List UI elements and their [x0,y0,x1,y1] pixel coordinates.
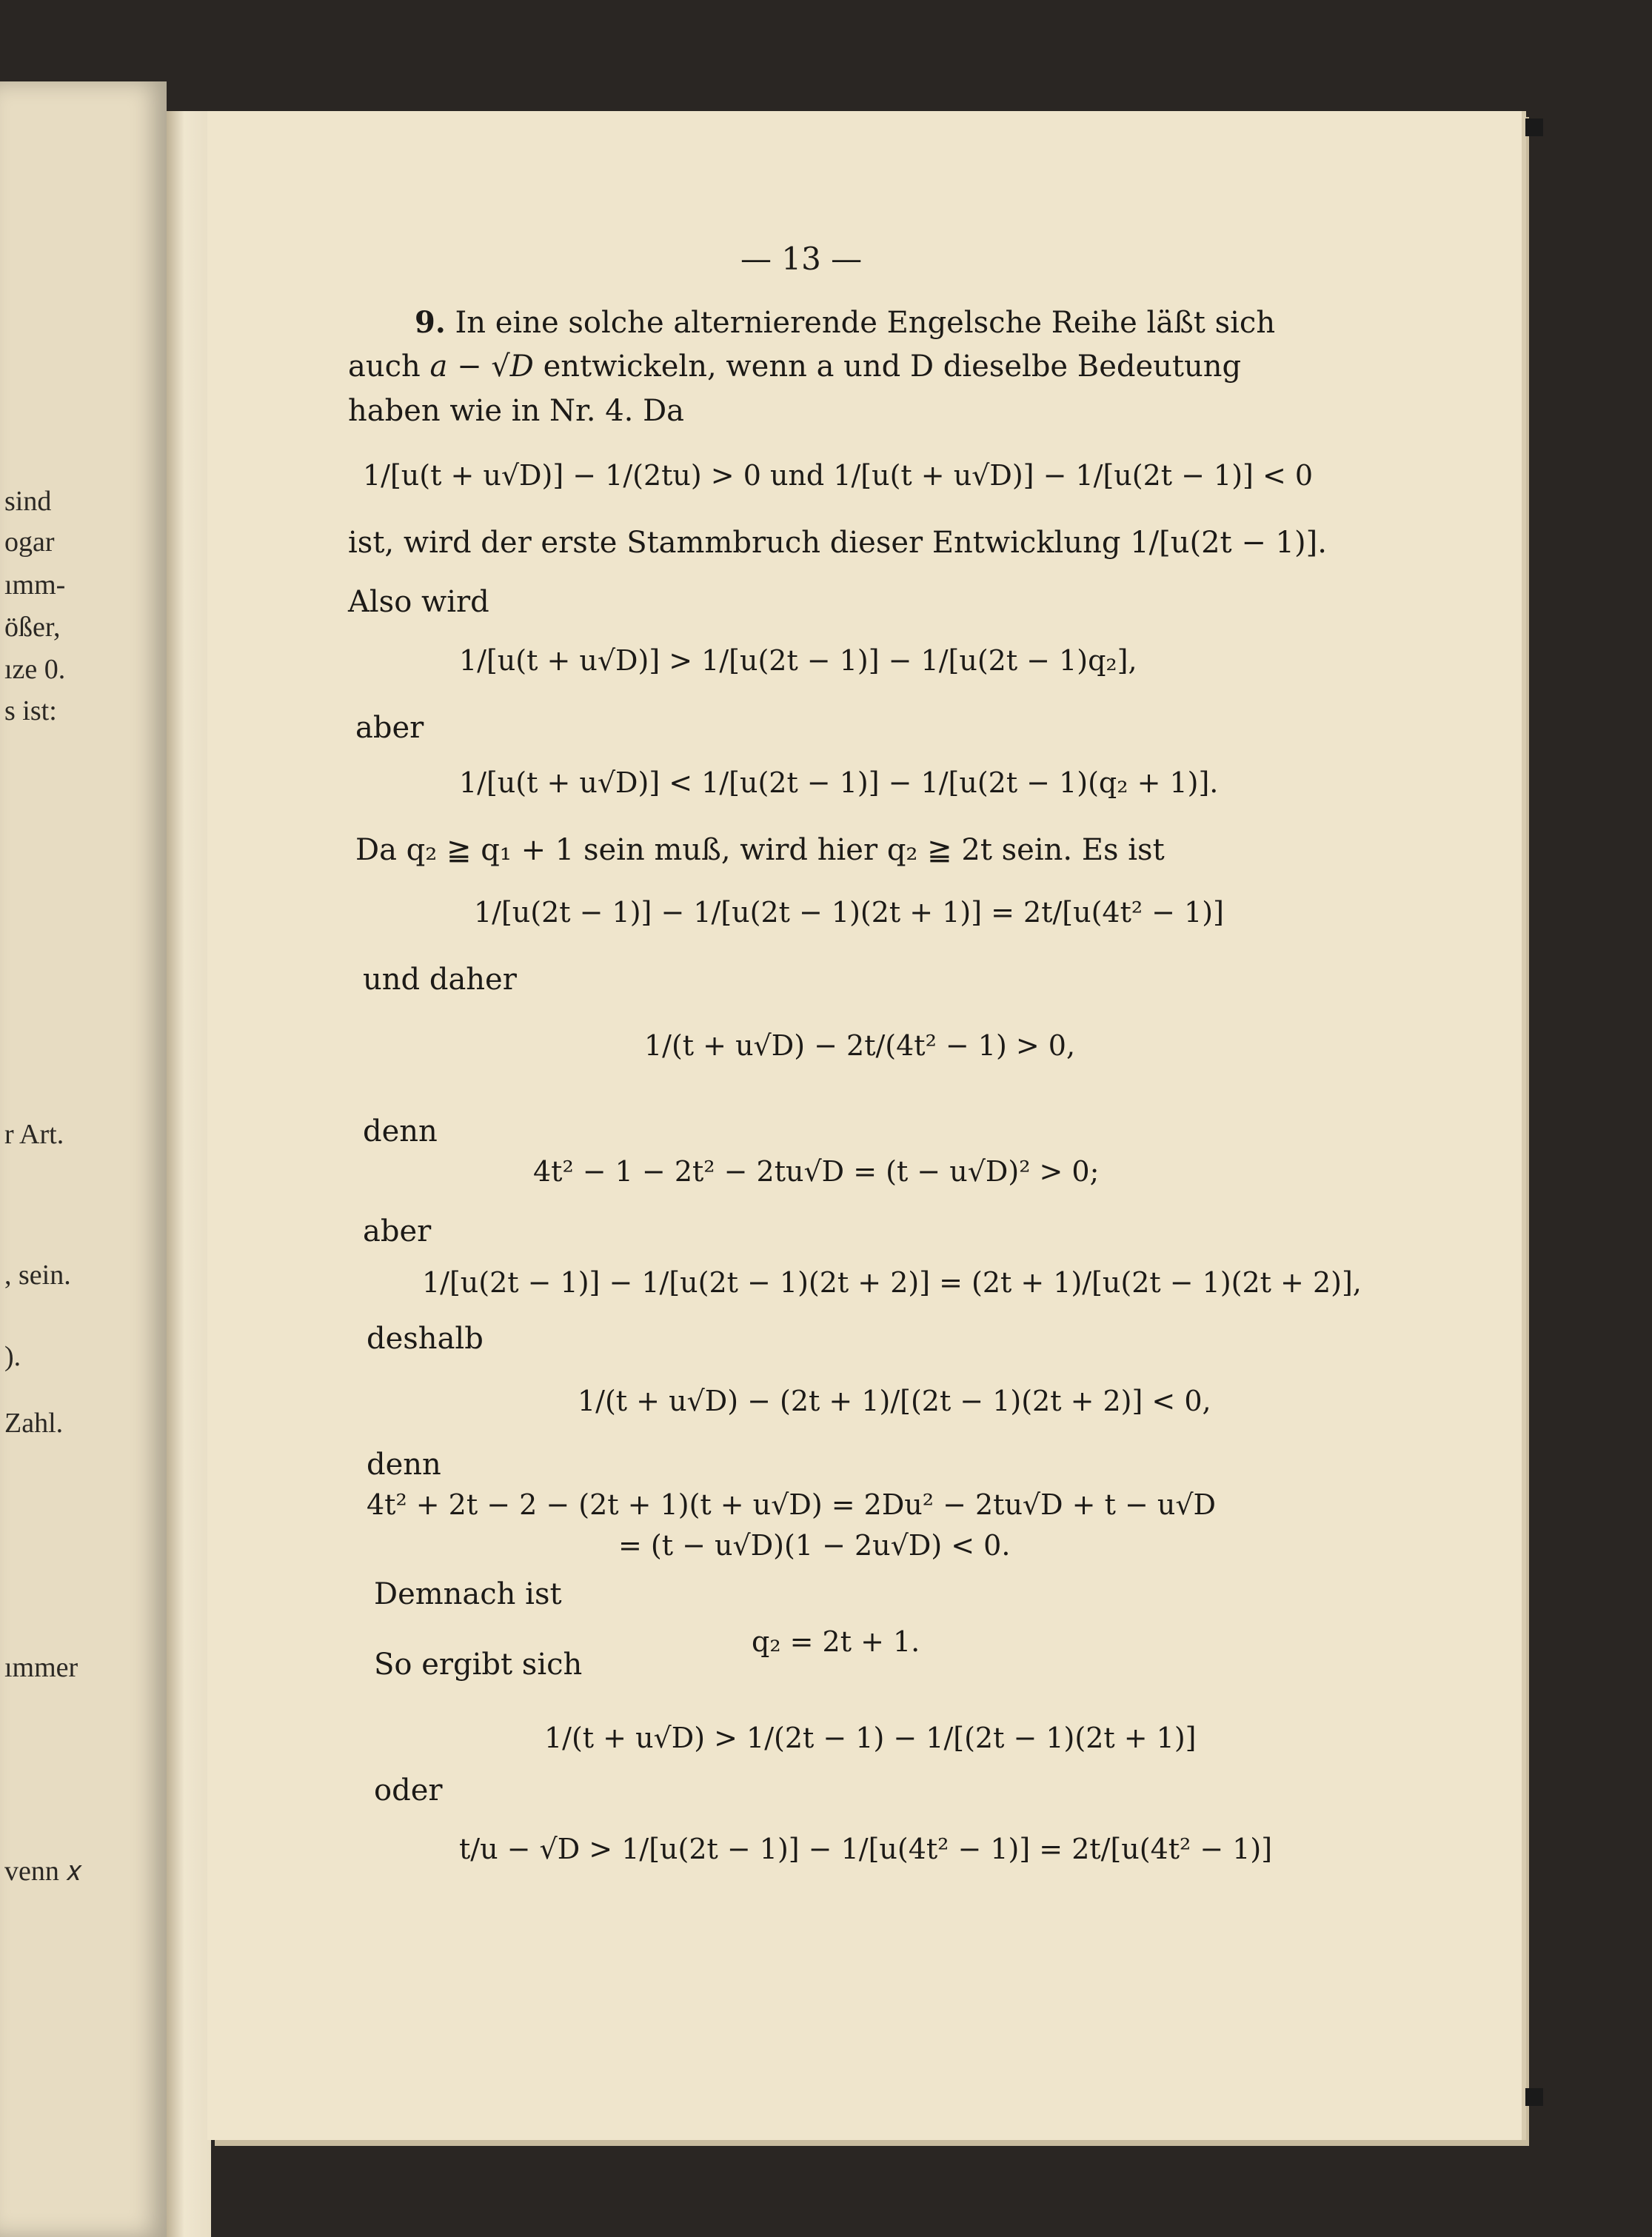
text-oder: oder [374,1773,443,1808]
intro-line-2: auch a − √D entwickeln, wenn a und D dieselbe Bedeutung [348,350,1242,384]
equation-10: = (t − u√D)(1 − 2u√D) < 0. [618,1529,1011,1562]
binding-corner [1525,2088,1543,2106]
equation-5: 1/(t + u√D) − 2t/(4t² − 1) > 0, [644,1029,1076,1062]
equation-6: 4t² − 1 − 2t² − 2tu√D = (t − u√D)² > 0; [533,1155,1100,1188]
text-und-daher: und daher [363,963,517,997]
binding-corner [1525,118,1543,136]
left-page [0,81,167,2237]
equation-11: q₂ = 2t + 1. [752,1625,920,1658]
margin-fragment: ıze 0. [4,654,66,685]
equation-2: 1/[u(t + u√D)] > 1/[u(2t − 1)] − 1/[u(2t − 1)q₂], [459,644,1137,677]
margin-fragment: ımmer [4,1652,78,1683]
right-page [207,111,1522,2140]
equation-13: t/u − √D > 1/[u(2t − 1)] − 1/[u(4t² − 1)] = 2t/[u(4t² − 1)] [459,1833,1273,1865]
margin-fragment: r Art. [4,1119,64,1150]
intro-line-1: 9. In eine solche alternierende Engelsche Reihe läßt sich [415,305,1276,340]
margin-fragment: venn 𝑥 [4,1856,82,1887]
intro-line-3: haben wie in Nr. 4. Da [348,394,685,428]
equation-3: 1/[u(t + u√D)] < 1/[u(2t − 1)] − 1/[u(2t − 1)(q₂ + 1)]. [459,766,1219,799]
margin-fragment: Zahl. [4,1408,64,1439]
equation-1: 1/[u(t + u√D)] − 1/(2tu) > 0 und 1/[u(t + u√D)] − 1/[u(2t − 1)] < 0 [363,459,1314,492]
text-also: Also wird [348,585,489,619]
equation-8: 1/(t + u√D) − (2t + 1)/[(2t − 1)(2t + 2)] < 0, [578,1385,1211,1417]
margin-fragment: ımm- [4,569,66,601]
equation-7: 1/[u(2t − 1)] − 1/[u(2t − 1)(2t + 2)] = (2t + 1)/[u(2t − 1)(2t + 2)], [422,1266,1362,1299]
section-number: 9. [415,305,446,340]
equation-9: 4t² + 2t − 2 − (2t + 1)(t + u√D) = 2Du² − 2tu√D + t − u√D [367,1488,1217,1521]
text-denn-2: denn [367,1448,441,1482]
text-deshalb: deshalb [367,1322,484,1356]
text-da: Da q₂ ≧ q₁ + 1 sein muß, wird hier q₂ ≧ 2t sein. Es ist [355,833,1165,867]
margin-fragment: ößer, [4,612,61,643]
book-gutter [167,111,211,2237]
margin-fragment: ). [4,1341,21,1372]
equation-4: 1/[u(2t − 1)] − 1/[u(2t − 1)(2t + 1)] = 2t/[u(4t² − 1)] [474,896,1224,929]
text-demnach: Demnach ist [374,1577,562,1611]
text-aber-1: aber [355,711,424,745]
equation-12: 1/(t + u√D) > 1/(2t − 1) − 1/[(2t − 1)(2t + 1)] [544,1722,1197,1754]
text-ist: ist, wird der erste Stammbruch dieser Entwicklung 1/[u(2t − 1)]. [348,526,1327,560]
margin-fragment: , sein. [4,1260,71,1291]
margin-fragment: sind [4,486,52,517]
margin-fragment: s ist: [4,695,57,726]
text-aber-2: aber [363,1214,432,1248]
text-so-ergibt: So ergibt sich [374,1648,583,1682]
margin-fragment: ogar [4,526,55,558]
expression-a-minus-root-d: a − √D [429,350,534,384]
text-denn-1: denn [363,1114,438,1148]
page-number: — 13 — [740,241,863,277]
